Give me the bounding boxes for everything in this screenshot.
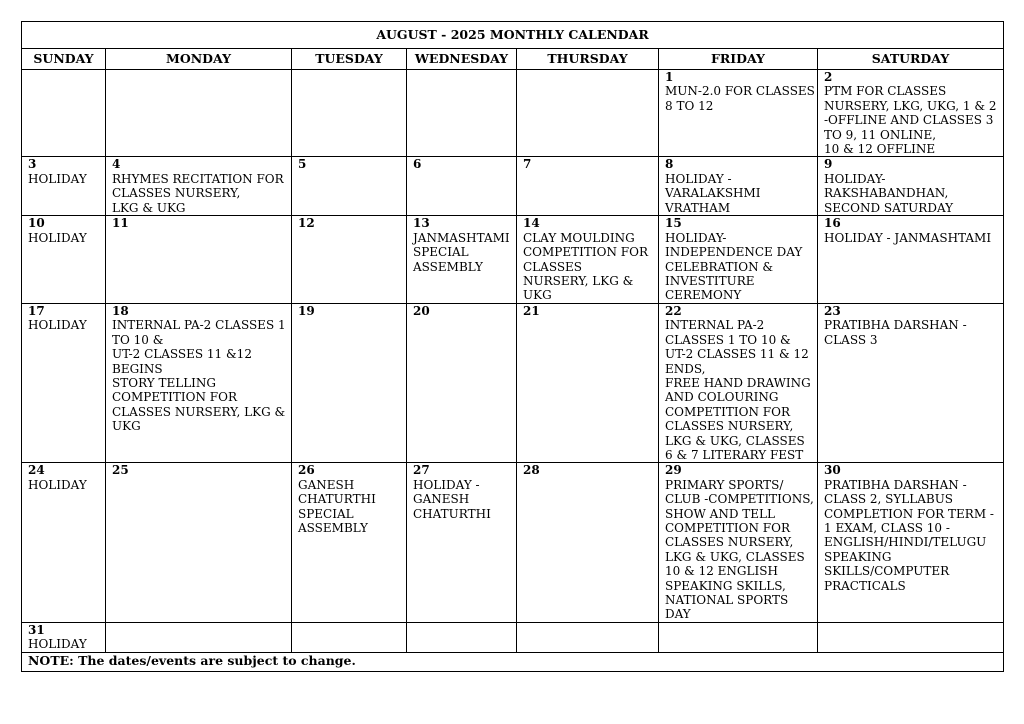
day-event: INTERNAL PA-2 CLASSES 1 TO 10 & UT-2 CLASSES 11 & 12 ENDS, FREE HAND DRAWING AND COLOURING COMPETITION FOR CLASSES NURSERY, LKG & UKG, CLASSES 6 & 7 LITERARY FEST: [665, 318, 811, 462]
day-cell: [106, 157, 292, 216]
day-header-thursday: THURSDAY: [517, 49, 659, 70]
day-cell: [659, 157, 818, 216]
day-number: 29: [665, 463, 682, 478]
day-number: 26: [298, 463, 315, 478]
day-number: 9: [824, 157, 833, 172]
day-cell: [22, 70, 106, 157]
day-event: JANMASHTAMI SPECIAL ASSEMBLY: [413, 230, 510, 274]
day-cell: [292, 622, 407, 652]
day-event: MUN-2.0 FOR CLASSES 8 TO 12: [665, 84, 815, 113]
day-number: 16: [824, 216, 841, 231]
day-cell: [659, 622, 818, 652]
day-number: 27: [413, 463, 430, 478]
week-row-1: [22, 70, 1004, 157]
day-number: 25: [112, 463, 129, 478]
day-header-saturday: SATURDAY: [818, 49, 1004, 70]
week-row-4: [22, 303, 1004, 462]
day-number: 1: [665, 70, 674, 84]
day-header-tuesday: TUESDAY: [292, 49, 407, 70]
day-event: PRIMARY SPORTS/ CLUB -COMPETITIONS, SHOW AND TELL COMPETITION FOR CLASSES NURSERY, LKG & UKG, CLASSES 10 & 12 ENGLISH SPEAKING SKILLS, NATIONAL SPORTS DAY: [665, 477, 814, 622]
day-number: 19: [298, 303, 315, 318]
day-number: 11: [112, 216, 129, 231]
day-event: HOLIDAY: [28, 477, 87, 492]
calendar-title: AUGUST - 2025 MONTHLY CALENDAR: [22, 22, 1004, 49]
day-number: 4: [112, 157, 121, 172]
day-cell: [659, 216, 818, 303]
day-number: 28: [523, 463, 540, 478]
day-cell: [407, 303, 517, 462]
day-number: 24: [28, 463, 45, 478]
day-cell: [106, 303, 292, 462]
day-cell: [517, 622, 659, 652]
day-cell: [659, 303, 818, 462]
day-cell: [517, 70, 659, 157]
day-cell: [517, 157, 659, 216]
day-event: HOLIDAY: [28, 230, 87, 245]
week-row-5: [22, 463, 1004, 622]
day-event: HOLIDAY- RAKSHABANDHAN, SECOND SATURDAY: [824, 171, 954, 215]
day-cell: [22, 463, 106, 622]
day-header-sunday: SUNDAY: [22, 49, 106, 70]
day-cell: [407, 463, 517, 622]
day-cell: [22, 157, 106, 216]
day-cell: [407, 216, 517, 303]
day-cell: [517, 463, 659, 622]
day-number: 7: [523, 157, 532, 172]
day-cell: [106, 216, 292, 303]
day-cell: [659, 70, 818, 157]
day-event: PTM FOR CLASSES NURSERY, LKG, UKG, 1 & 2 -OFFLINE AND CLASSES 3 TO 9, 11 ONLINE, 10 & 12 OFFLINE: [824, 84, 997, 157]
day-cell: [517, 303, 659, 462]
day-cell: [407, 622, 517, 652]
day-cell: [106, 622, 292, 652]
day-number: 6: [413, 157, 422, 172]
day-event: HOLIDAY - GANESH CHATURTHI: [413, 477, 491, 521]
day-number: 23: [824, 303, 841, 318]
day-number: 13: [413, 216, 430, 231]
calendar-table: [21, 21, 1004, 672]
day-number: 15: [665, 216, 682, 231]
day-cell: [292, 70, 407, 157]
day-cell: [106, 463, 292, 622]
day-event: HOLIDAY: [28, 171, 87, 186]
day-number: 17: [28, 303, 45, 318]
day-header-wednesday: WEDNESDAY: [407, 49, 517, 70]
day-cell: [22, 622, 106, 652]
day-event: HOLIDAY - JANMASHTAMI: [824, 230, 992, 245]
day-number: 10: [28, 216, 45, 231]
day-number: 31: [28, 622, 45, 637]
day-cell: [292, 303, 407, 462]
day-cell: [292, 157, 407, 216]
day-cell: [407, 157, 517, 216]
week-row-6: [22, 622, 1004, 652]
day-number: 2: [824, 70, 833, 84]
day-cell: [818, 70, 1004, 157]
day-cell: [517, 216, 659, 303]
day-event: HOLIDAY- INDEPENDENCE DAY CELEBRATION & INVESTITURE CEREMONY: [665, 230, 803, 303]
day-header-friday: FRIDAY: [659, 49, 818, 70]
day-event: CLAY MOULDING COMPETITION FOR CLASSES NURSERY, LKG & UKG: [523, 230, 648, 303]
day-number: 5: [298, 157, 307, 172]
day-cell: [659, 463, 818, 622]
day-cell: [818, 157, 1004, 216]
day-cell: [818, 303, 1004, 462]
day-number: 3: [28, 157, 37, 172]
day-cell: [22, 216, 106, 303]
day-event: HOLIDAY - VARALAKSHMI VRATHAM: [665, 171, 761, 215]
day-event: PRATIBHA DARSHAN - CLASS 3: [824, 318, 967, 347]
day-cell: [292, 216, 407, 303]
day-cell: [407, 70, 517, 157]
day-number: 22: [665, 303, 682, 318]
day-cell: [818, 216, 1004, 303]
day-event: PRATIBHA DARSHAN - CLASS 2, SYLLABUS COMPLETION FOR TERM - 1 EXAM, CLASS 10 - ENGLISH/HINDI/TELUGU SPEAKING SKILLS/COMPUTER PRACTICALS: [824, 477, 994, 593]
day-number: 21: [523, 303, 540, 318]
day-event: GANESH CHATURTHI SPECIAL ASSEMBLY: [298, 477, 376, 535]
day-number: 12: [298, 216, 315, 231]
day-number: 8: [665, 157, 674, 172]
day-number: 18: [112, 303, 129, 318]
day-cell: [818, 622, 1004, 652]
day-header-monday: MONDAY: [106, 49, 292, 70]
day-cell: [22, 303, 106, 462]
day-event: RHYMES RECITATION FOR CLASSES NURSERY, LKG & UKG: [112, 171, 284, 215]
day-event: HOLIDAY: [28, 318, 87, 333]
day-cell: [292, 463, 407, 622]
day-cell: [106, 70, 292, 157]
day-cell: [818, 463, 1004, 622]
day-event: INTERNAL PA-2 CLASSES 1 TO 10 & UT-2 CLASSES 11 &12 BEGINS STORY TELLING COMPETITION FOR CLASSES NURSERY, LKG & UKG: [112, 318, 286, 434]
week-row-3: [22, 216, 1004, 303]
day-event: HOLIDAY: [28, 637, 87, 652]
week-row-2: [22, 157, 1004, 216]
day-number: 14: [523, 216, 540, 231]
day-number: 20: [413, 303, 430, 318]
day-number: 30: [824, 463, 841, 478]
calendar-note: NOTE: The dates/events are subject to change.: [22, 652, 1004, 671]
